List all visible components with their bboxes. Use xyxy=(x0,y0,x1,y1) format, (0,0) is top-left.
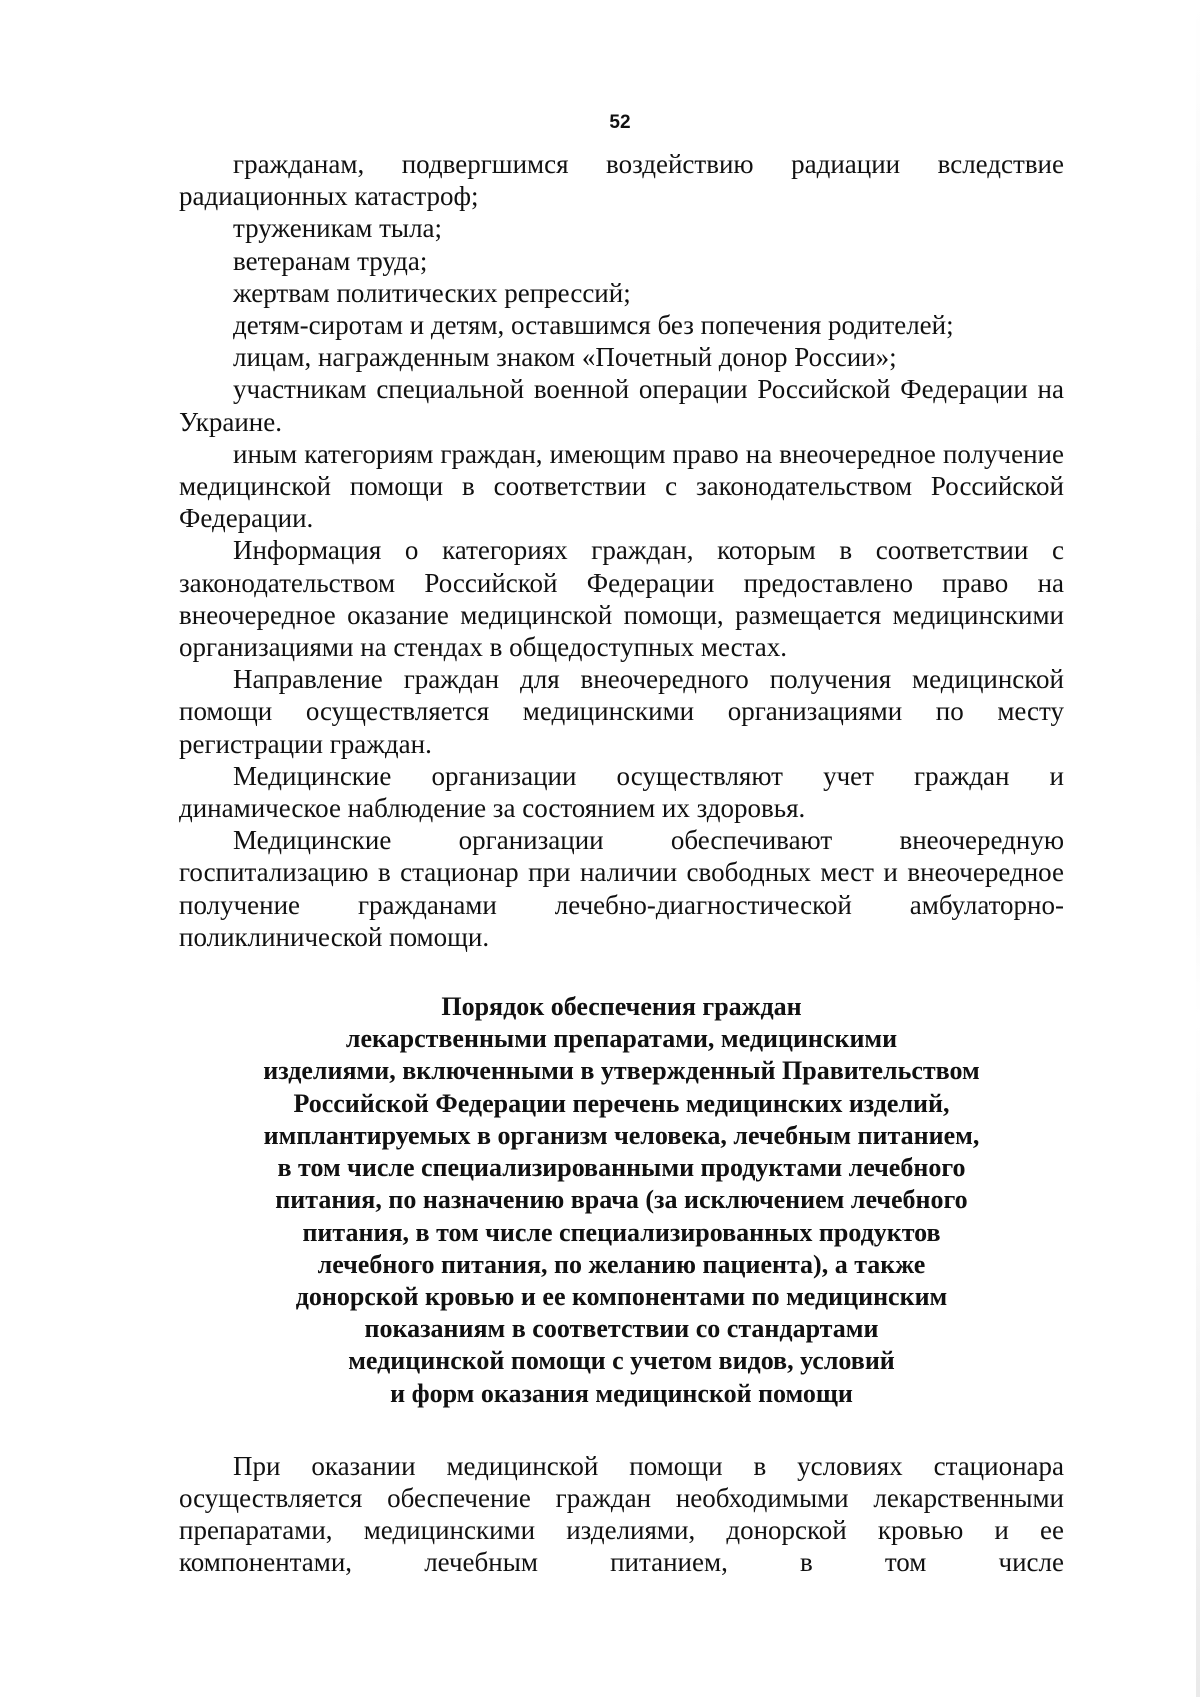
paragraph-orphans: детям-сиротам и детям, оставшимся без попечения родителей; xyxy=(233,310,954,341)
paragraph-home-front-workers: труженикам тыла; xyxy=(233,213,443,244)
heading-line: Порядок обеспечения граждан xyxy=(441,992,802,1022)
paragraph-hospitalization: Медицинские организации обеспечивают внеочередную госпитализацию в стационар при наличии свободных мест и внеочередное получение гражданами лечебно-диагностической амбулаторно-поликлинической помощи. xyxy=(179,825,1064,952)
heading-line: и форм оказания медицинской помощи xyxy=(390,1378,853,1408)
paragraph-radiation-victims: гражданам, подвергшимся воздействию радиации вследствие радиационных катастроф; xyxy=(179,149,1064,212)
paragraph-honorary-donors: лицам, награжденным знаком «Почетный донор России»; xyxy=(233,342,897,373)
heading-line: питания, в том числе специализированных продуктов xyxy=(302,1217,941,1247)
section-heading xyxy=(179,991,1064,1410)
heading-line: Российской Федерации перечень медицинских изделий, xyxy=(293,1088,950,1118)
paragraph-referral: Направление граждан для внеочередного получения медицинской помощи осуществляется медицинскими организациями по месту регистрации граждан. xyxy=(179,664,1064,759)
heading-line: имплантируемых в организм человека, лечебным питанием, xyxy=(263,1120,980,1150)
paragraph-inpatient-provision: При оказании медицинской помощи в условиях стационара осуществляется обеспечение граждан необходимыми лекарственными препаратами, медицинскими изделиями, донорской кровью и ее компонентами, лечебным питанием, в том числе xyxy=(179,1450,1064,1578)
heading-line: в том числе специализированными продуктами лечебного xyxy=(277,1153,966,1183)
heading-line: донорской кровью и ее компонентами по медицинским xyxy=(295,1281,948,1311)
heading-line: лечебного питания, по желанию пациента), а также xyxy=(317,1249,926,1279)
paragraph-monitoring: Медицинские организации осуществляют учет граждан и динамическое наблюдение за состоянием их здоровья. xyxy=(179,760,1064,824)
heading-line: лекарственными препаратами, медицинскими xyxy=(345,1024,898,1054)
paragraph-special-operation-participants: участникам специальной военной операции Российской Федерации на Украине. xyxy=(179,374,1064,437)
paragraph-other-categories: иным категориям граждан, имеющим право на внеочередное получение медицинской помощи в соответствии с законодательством Российской Федерации. xyxy=(179,438,1064,534)
paragraph-information-stands: Информация о категориях граждан, которым в соответствии с законодательством Российской Федерации предоставлено право на внеочередное оказание медицинской помощи, размещается медицинскими организациями на стендах в общедоступных местах. xyxy=(179,535,1064,663)
document-body xyxy=(179,148,1064,1579)
heading-spacer xyxy=(179,1410,1064,1450)
heading-line: изделиями, включенными в утвержденный Правительством xyxy=(263,1056,980,1086)
page-number: 52 xyxy=(609,112,631,133)
scan-edge-artifact xyxy=(1196,0,1200,1697)
heading-line: медицинской помощи с учетом видов, условий xyxy=(348,1346,895,1376)
heading-line: показаниям в соответствии со стандартами xyxy=(364,1314,879,1344)
paragraph-repression-victims: жертвам политических репрессий; xyxy=(233,277,631,308)
heading-line: питания, по назначению врача (за исключением лечебного xyxy=(275,1185,968,1215)
paragraph-labor-veterans: ветеранам труда; xyxy=(233,245,428,276)
